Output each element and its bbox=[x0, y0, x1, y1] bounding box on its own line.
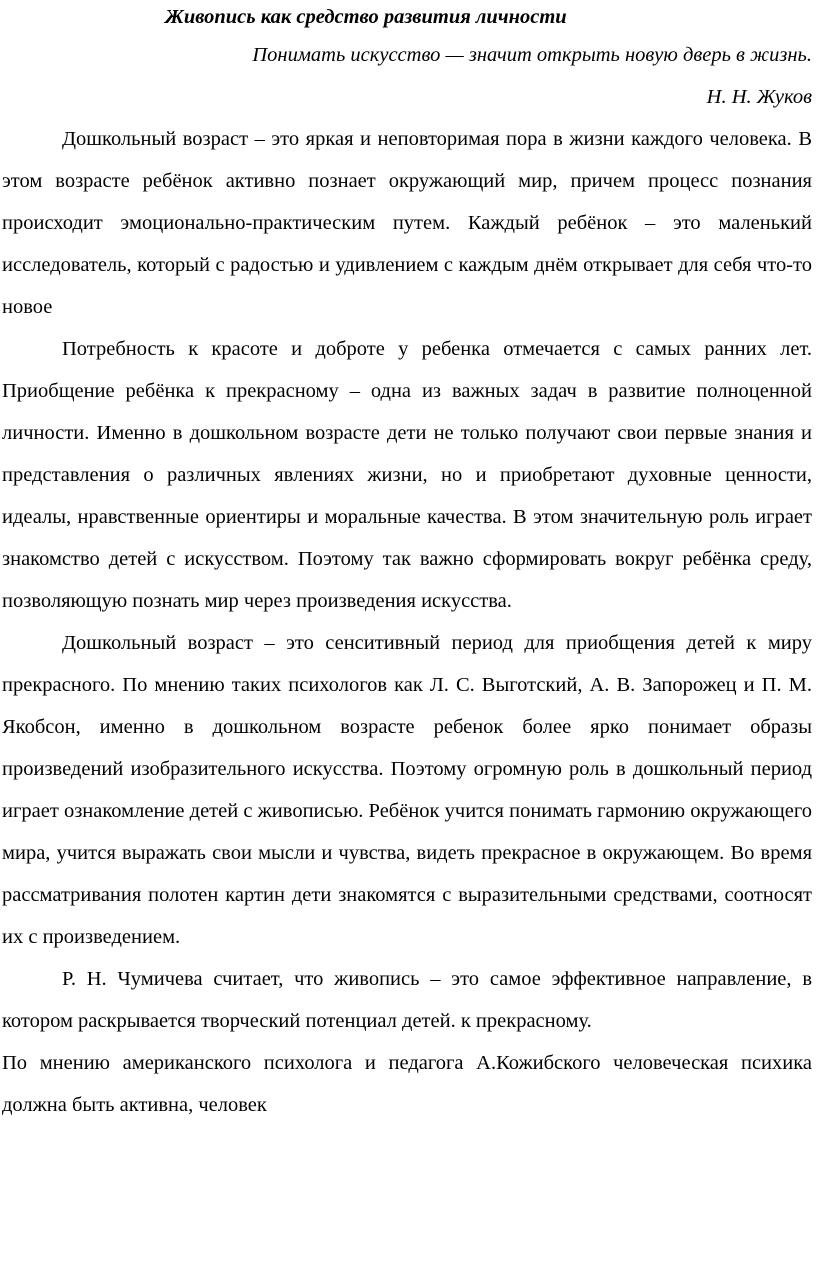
epigraph-quote: Понимать искусство — значит открыть новую дверь в жизнь. bbox=[252, 44, 812, 66]
paragraph-need-for-beauty: Потребность к красоте и доброте у ребенка отмечается с самых ранних лет. Приобщение ребёнка к прекрасному – одна из важных задач в развитие полноценной личности. Именно в дошкольном возрасте дети не только получают свои первые знания и представления о различных явлениях жизни, но и приобретают духовные ценности, идеалы, нравственные ориентиры и моральные качества. В этом значительную роль играет знакомство детей с искусством. Поэтому так важно сформировать вокруг ребёнка среду, позволяющую познать мир через произведения искусства. bbox=[2, 338, 812, 612]
paragraph-chumicheva: Р. Н. Чумичева считает, что живопись – это самое эффективное направление, в котором раскрывается творческий потенциал детей. к прекрасному. bbox=[2, 968, 812, 1032]
paragraph-korzybski: По мнению американского психолога и педагога А.Кожибского человеческая психика должна быть активна, человек bbox=[2, 1052, 812, 1116]
paragraph-sensitive-period: Дошкольный возраст – это сенситивный период для приобщения детей к миру прекрасного. По мнению таких психологов как Л. С. Выготский, А. В. Запорожец и П. М. Якобсон, именно в дошкольном возрасте ребенок более ярко понимает образы произведений изобразительного искусства. Поэтому огромную роль в дошкольный период играет ознакомление детей с живописью. Ребёнок учится понимать гармонию окружающего мира, учится выражать свои мысли и чувства, видеть прекрасное в окружающем. Во время рассматривания полотен картин дети знакомятся с выразительными средствами, соотносят их с произведением. bbox=[2, 632, 812, 948]
paragraph-preschool-age: Дошкольный возраст – это яркая и неповторимая пора в жизни каждого человека. В этом возрасте ребёнок активно познает окружающий мир, причем процесс познания происходит эмоционально-практическим путем. Каждый ребёнок – это маленький исследователь, который с радостью и удивлением с каждым днём открывает для себя что-то новое bbox=[2, 128, 812, 318]
epigraph-author: Н. Н. Жуков bbox=[706, 86, 812, 108]
document-title: Живопись как средство развития личности bbox=[165, 6, 567, 28]
